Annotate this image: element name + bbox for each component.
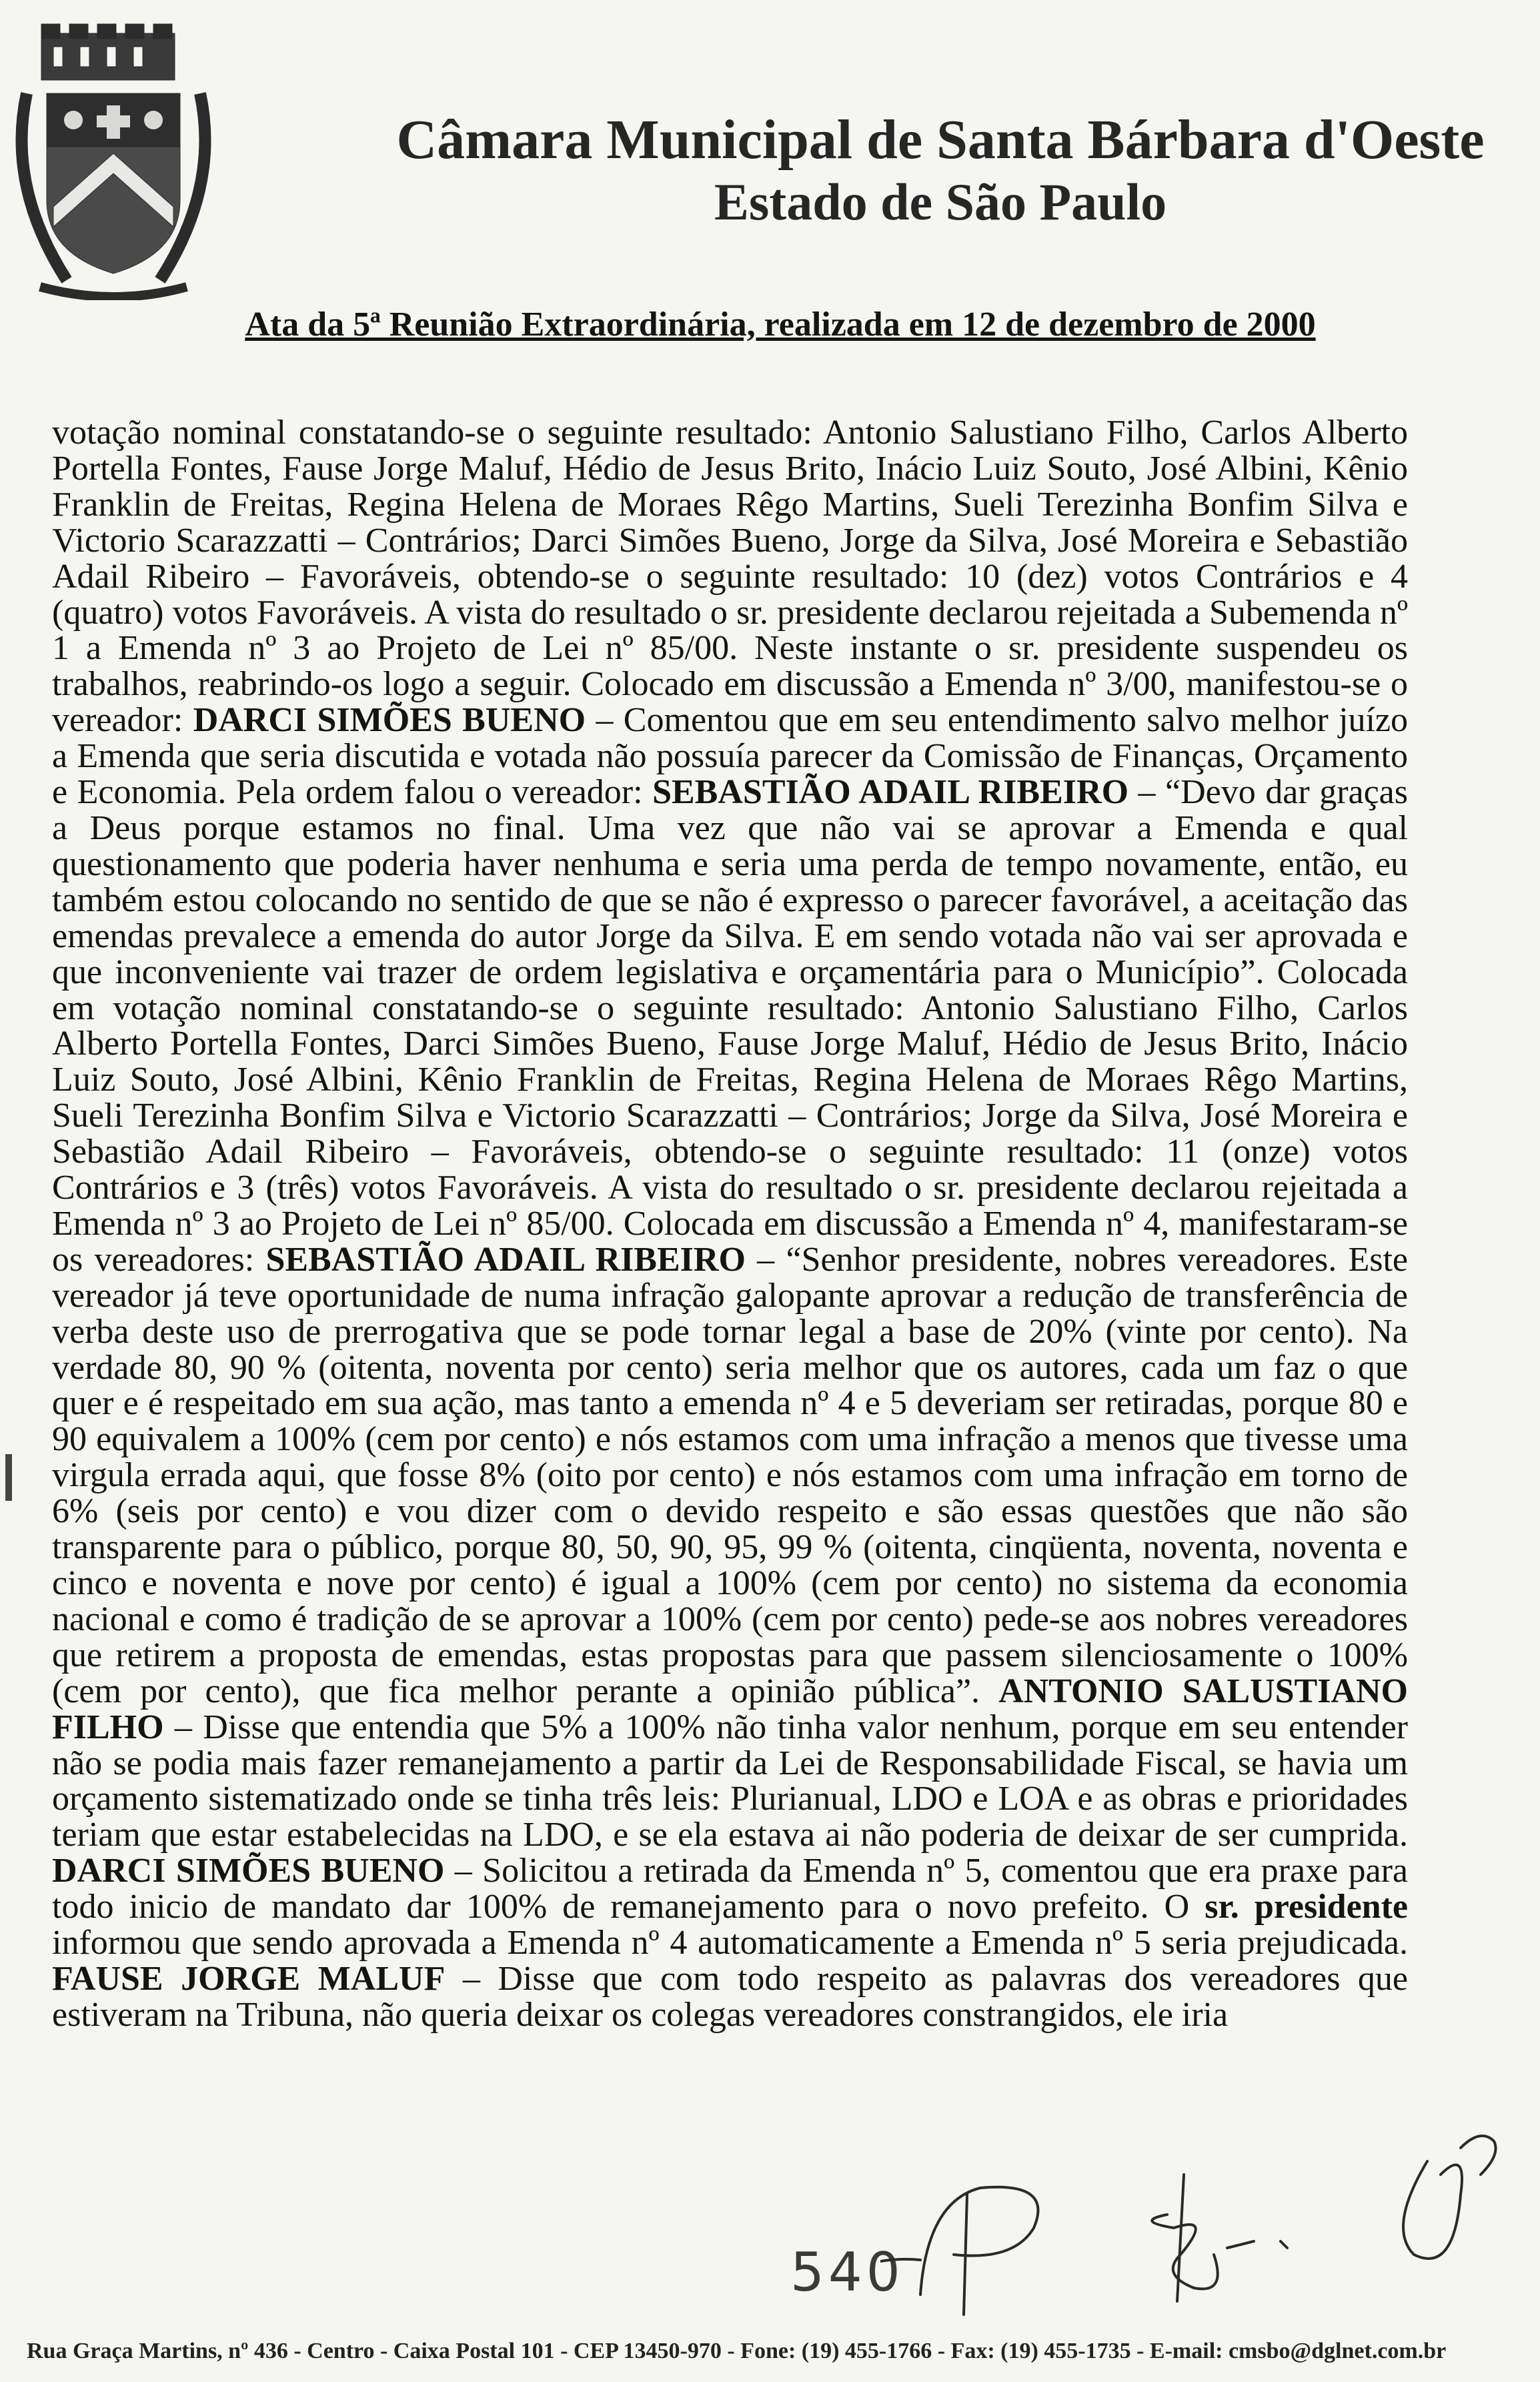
body-segment: votação nominal constatando-se o seguinte resultado: Antonio Salustiano Filho, Carlos Alberto Portella Fontes, Fause Jorge Maluf, Hédio de Jesus Brito, Inácio Luiz Souto, José Albini, Kênio Franklin de Freitas, Regina Helena de Moraes Rêgo Martins, Sueli Terezinha Bonfim Silva e Victorio Scarazzatti – Contrários; Darci Simões Bueno, Jorge da Silva, José Moreira e Sebastião Adail Ribeiro – Favoráveis, obtendo-se o seguinte resultado: 10 (dez) votos Contrários e 4 (quatro) votos Favoráveis. A vista do resultado o sr. presidente declarou rejeitada a Subemenda nº 1 a Emenda nº 3 ao Projeto de Lei nº 85/00. Neste instante o sr. presidente suspendeu os trabalhos, reabrindo-os logo a seguir. Colocado em discussão a Emenda nº 3/00, manifestou-se o vereador: [52, 414, 1408, 740]
handwritten-signatures [880, 2121, 1521, 2321]
body-segment: – Solicitou a retirada da Emenda nº 5, comentou que era praxe para todo inicio de mandato dar 100% de remanejamento para o novo prefeito. O [52, 1852, 1409, 1926]
body-segment: informou que sendo aprovada a Emenda nº 4 automaticamente a Emenda nº 5 seria prejudicada. [52, 1924, 1408, 1962]
scan-edge-mark [5, 1454, 12, 1501]
speaker-name: DARCI SIMÕES BUENO [193, 701, 586, 740]
speaker-name: DARCI SIMÕES BUENO [52, 1852, 445, 1890]
body-segment: – Disse que entendia que 5% a 100% não tinha valor nenhum, porque em seu entender não se podia mais fazer remanejamento a partir da Lei de Responsabilidade Fiscal, se havia um orçamento sistematizado onde se tinha três leis: Plurianual, LDO e LOA e as obras e prioridades teriam que estar estabelecidas na LDO, e se ela estava ai não poderia de deixar de ser cumprida. [52, 1708, 1408, 1854]
body-segment: – Comentou que em seu entendimento salvo melhor juízo a Emenda que seria discutida e votada não possuía parecer da Comissão de Finanças, Orçamento e Economia. Pela ordem falou o vereador: [52, 701, 1408, 812]
page-number: 540 [790, 2241, 904, 2303]
speaker-name: ANTONIO SALUSTIANO FILHO [52, 1672, 1408, 1746]
body-segment: – “Devo dar graças a Deus porque estamos no final. Uma vez que não vai se aprovar a Emenda e qual questionamento que poderia haver nenhuma e seria uma perda de tempo novamente, então, eu também estou colocando no sentido de que se não é expresso o parecer favorável, a aceitação das emendas prevalece a emenda do autor Jorge da Silva. E em sendo votada não vai ser aprovada e que inconveniente vai trazer de ordem legislativa e orçamentária para o Município”. Colocada em votação nominal constatando-se o seguinte resultado: Antonio Salustiano Filho, Carlos Alberto Portella Fontes, Darci Simões Bueno, Fause Jorge Maluf, Hédio de Jesus Brito, Inácio Luiz Souto, José Albini, Kênio Franklin de Freitas, Regina Helena de Moraes Rêgo Martins, Sueli Terezinha Bonfim Silva e Victorio Scarazzatti – Contrários; Jorge da Silva, José Moreira e Sebastião Adail Ribeiro – Favoráveis, obtendo-se o seguinte resultado: 11 (onze) votos Contrários e 3 (três) votos Favoráveis. A vista do resultado o sr. presidente declarou rejeitada a Emenda nº 3 ao Projeto de Lei nº 85/00. Colocada em discussão a Emenda nº 4, manifestaram-se os vereadores: [52, 773, 1408, 1279]
minutes-body [52, 415, 1408, 2033]
speaker-name: sr. presidente [1205, 1888, 1408, 1926]
coat-of-arms-icon [0, 20, 227, 300]
body-segment: – “Senhor presidente, nobres vereadores. Este vereador já teve oportunidade de numa infração galopante aprovar a redução de transferência de verba deste uso de prerrogativa que se pode tornar legal a base de 20% (vinte por cento). Na verdade 80, 90 % (oitenta, noventa por cento) seria melhor que os autores, cada um faz o que quer e é respeitado em sua ação, mas tanto a emenda nº 4 e 5 deveriam ser retiradas, porque 80 e 90 equivalem a 100% (cem por cento) e nós estamos com uma infração a menos que tivesse uma virgula errada aqui, que fosse 8% (oito por cento) e nós estamos com uma infração em torno de 6% (seis por cento) e vou dizer com o devido respeito e são essas questões que não são transparente para o público, porque 80, 50, 90, 95, 99 % (oitenta, cinqüenta, noventa, noventa e cinco e noventa e nove por cento) é igual a 100% (cem por cento) no sistema da economia nacional e como é tradição de se aprovar a 100% (cem por cento) pede-se aos nobres vereadores que retirem a proposta de emendas, estas propostas para que passem silenciosamente o 100% (cem por cento), que fica melhor perante a opinião pública”. [52, 1240, 1408, 1710]
speaker-name: SEBASTIÃO ADAIL RIBEIRO [652, 773, 1129, 812]
body-segment: – Disse que com todo respeito as palavras dos vereadores que estiveram na Tribuna, não queria deixar os colegas vereadores constrangidos, ele iria [52, 1959, 1408, 2034]
speaker-name: FAUSE JORGE MALUF [52, 1959, 446, 1998]
speaker-name: SEBASTIÃO ADAIL RIBEIRO [265, 1240, 746, 1279]
institution-subtitle: Estado de São Paulo [714, 173, 1167, 231]
address-footer: Rua Graça Martins, nº 436 - Centro - Caixa Postal 101 - CEP 13450-970 - Fone: (19) 455-1766 - Fax: (19) 455-1735 - E-mail: cmsbo@dglnet.com.br [27, 2339, 1447, 2363]
minutes-title: Ata da 5ª Reunião Extraordinária, realizada em 12 de dezembro de 2000 [245, 306, 1316, 344]
institution-title: Câmara Municipal de Santa Bárbara d'Oeste [396, 109, 1485, 171]
